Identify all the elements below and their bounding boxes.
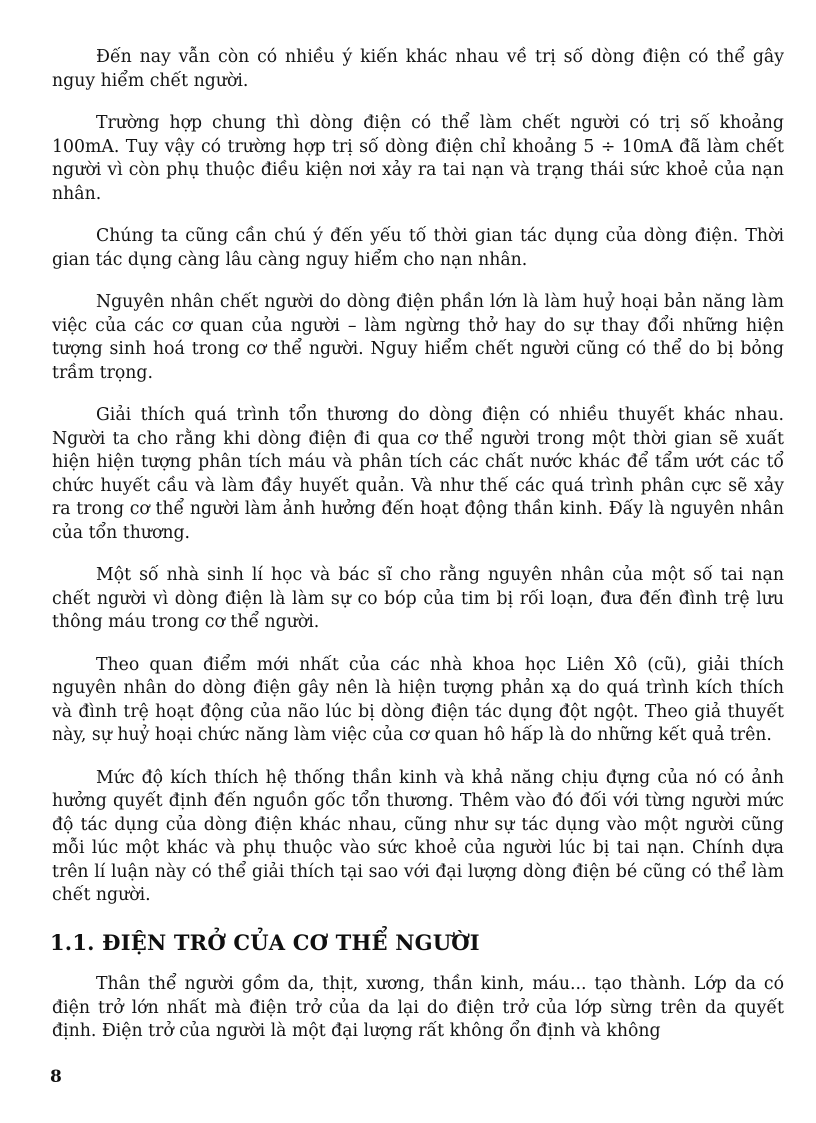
section-paragraph: Thân thể người gồm da, thịt, xương, thần kinh, máu... tạo thành. Lớp da có điện trở lớn nhất mà điện trở của da lại do điện trở của lớp sừng trên da quyết định. Điện trở của người là một đại lượng rất không ổn định và không <box>52 974 784 1041</box>
body-text <box>52 46 784 908</box>
paragraph-3: Chúng ta cũng cần chú ý đến yếu tố thời gian tác dụng của dòng điện. Thời gian tác dụng càng lâu càng nguy hiểm cho nạn nhân. <box>52 226 784 270</box>
paragraph-8: Mức độ kích thích hệ thống thần kinh và khả năng chịu đựng của nó có ảnh hưởng quyết định đến nguồn gốc tổn thương. Thêm vào đó đối với từng người mức độ tác dụng của dòng điện khác nhau, cũng như sự tác dụng vào một người cũng mỗi lúc một khác và phụ thuộc vào sức khoẻ của người lúc bị tai nạn. Chính dựa trên lí luận này có thể giải thích tại sao với đại lượng dòng điện bé cũng có thể làm chết người. <box>52 767 784 905</box>
paragraph-7: Theo quan điểm mới nhất của các nhà khoa học Liên Xô (cũ), giải thích nguyên nhân do dòng điện gây nên là hiện tượng phản xạ do quá trình kích thích và đình trệ hoạt động của não lúc bị dòng điện tác dụng đột ngột. Theo giả thuyết này, sự huỷ hoại chức năng làm việc của cơ quan hô hấp là do những kết quả trên. <box>52 654 784 745</box>
paragraph-1: Đến nay vẫn còn có nhiều ý kiến khác nhau về trị số dòng điện có thể gây nguy hiểm chết người. <box>52 47 784 91</box>
paragraph-5: Giải thích quá trình tổn thương do dòng điện có nhiều thuyết khác nhau. Người ta cho rằng khi dòng điện đi qua cơ thể người trong một thời gian sẽ xuất hiện hiện tượng phân tích máu và phân tích các chất nước khác để tẩm ướt các tổ chức huyết cầu và làm đầy huyết quản. Và như thế các quá trình phân cực sẽ xảy ra trong cơ thể người làm ảnh hưởng đến hoạt động thần kinh. Đấy là nguyên nhân của tổn thương. <box>52 405 784 543</box>
page-number: 8 <box>50 1067 62 1087</box>
section-heading: 1.1. ĐIỆN TRỞ CỦA CƠ THỂ NGƯỜI <box>50 930 480 955</box>
section-body <box>52 973 784 1044</box>
paragraph-6: Một số nhà sinh lí học và bác sĩ cho rằng nguyên nhân của một số tai nạn chết người vì dòng điện là làm sự co bóp của tim bị rối loạn, đưa đến đình trệ lưu thông máu trong cơ thể người. <box>52 565 784 632</box>
paragraph-4: Nguyên nhân chết người do dòng điện phần lớn là làm huỷ hoại bản năng làm việc của các cơ quan của người – làm ngừng thở hay do sự thay đổi những hiện tượng sinh hoá trong cơ thể người. Nguy hiểm chết người cũng có thể do bị bỏng trầm trọng. <box>52 292 784 383</box>
paragraph-2: Trường hợp chung thì dòng điện có thể làm chết người có trị số khoảng 100mA. Tuy vậy có trường hợp trị số dòng điện chỉ khoảng 5 ÷ 10mA đã làm chết người vì còn phụ thuộc điều kiện nơi xảy ra tai nạn và trạng thái sức khoẻ của nạn nhân. <box>52 113 784 204</box>
